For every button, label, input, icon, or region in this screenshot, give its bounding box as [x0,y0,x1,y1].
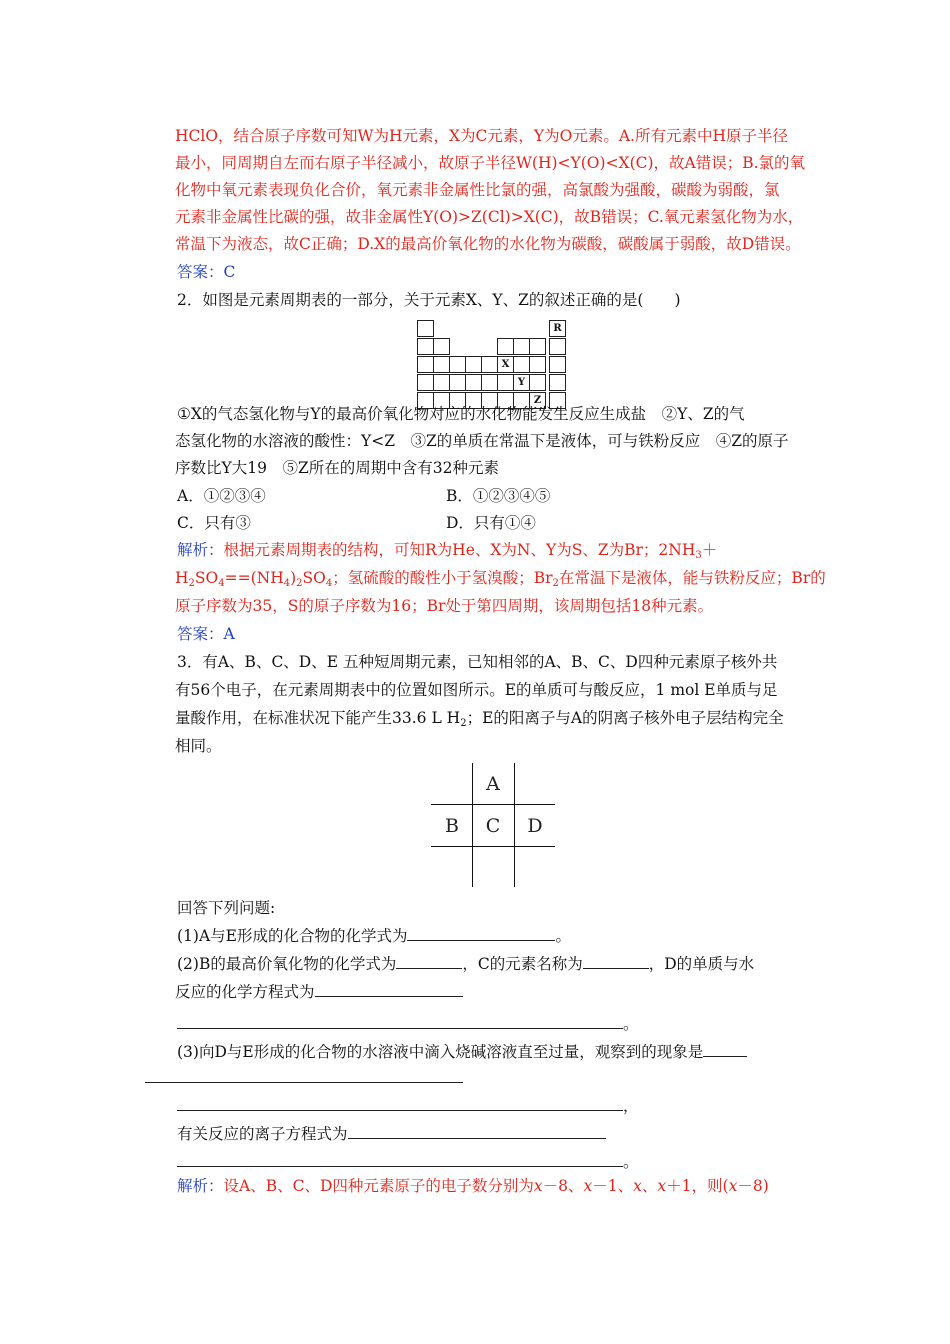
answer-blank[interactable] [703,1042,747,1057]
pt-cell-x: X [497,356,514,373]
grid-line [431,804,555,805]
q3-analysis-line-1: 解析：设A、B、C、D四种元素原子的电子数分别为x－8、x－1、x、x＋1，则(x－8) [177,1177,769,1195]
q2-stem: 2．如图是元素周期表的一部分，关于元素X、Y、Z的叙述正确的是( ) [177,291,681,309]
answer-blank[interactable] [177,1096,623,1111]
analysis-label: 解析： [177,541,224,559]
q3-part-1: (1)A与E形成的化合物的化学式为 。 [177,927,571,945]
pt-cell [433,338,450,355]
grid-line [472,763,473,887]
q3-part-3-cont [145,1068,463,1088]
q2-option-d: D．只有①④ [446,514,536,532]
element-b-label: B [445,815,459,837]
answer-blank[interactable] [583,954,649,969]
q3-part-3-ionic: 有关反应的离子方程式为 [177,1124,606,1144]
element-c-label: C [485,815,501,837]
pt-cell [417,338,434,355]
pt-cell [449,374,466,391]
pt-cell [465,374,482,391]
element-a-label: A [486,773,500,795]
pt-cell-z: Z [529,392,546,409]
pt-cell-y: Y [513,374,530,391]
periodic-table-fragment [417,320,567,406]
q2-option-c: C．只有③ [177,514,251,532]
q2-option-a: A．①②③④ [177,487,266,505]
answer-blank[interactable] [315,982,463,997]
q2-analysis-line-3: 原子序数为35，S的原子序数为16；Br处于第四周期，该周期包括18种元素。 [175,597,714,615]
answer-blank[interactable] [177,1014,623,1029]
q2-analysis-line-1: 解析：根据元素周期表的结构，可知R为He、X为N、Y为S、Z为Br；$2NH_3+$ [177,541,718,561]
pt-cell [513,356,530,373]
answer-blank[interactable] [177,1152,623,1167]
pt-cell [433,356,450,373]
pt-cell [481,356,498,373]
grid-line [431,846,555,847]
q3-stem-line-2: 有56个电子，在元素周期表中的位置如图所示。E的单质可与酸反应，1 mol E单质与足 [175,681,778,699]
pt-cell-r: R [549,320,566,337]
q3-stem-line-4: 相同。 [175,737,222,755]
pt-cell [465,356,482,373]
answer-blank[interactable] [407,926,555,941]
q3-part-2: (2)B的最高价氧化物的化学式为 ，C的元素名称为 ，D的单质与水 [177,955,755,973]
q3-stem-line-3: 量酸作用，在标准状况下能产生33.6 L $H_2$；E的阳离子与A的阴离子核外电子层结构完全 [175,709,784,729]
answer-blank[interactable] [396,954,462,969]
q3-part-2-cont: 反应的化学方程式为 [175,982,463,1002]
q1-answer: 答案：C [177,263,236,281]
element-d-label: D [527,815,543,837]
q1-analysis-line-1: HClO，结合原子序数可知W为H元素，X为C元素，Y为O元素。A.所有元素中H原子半径 [175,127,788,145]
q3-part-3-phenomenon: ， [177,1096,639,1116]
q1-analysis-line-3: 化物中氧元素表现负化合价，氧元素非金属性比氯的强，高氯酸为强酸，碳酸为弱酸，氯 [175,181,780,199]
pt-cell [417,320,434,337]
pt-cell [549,374,566,391]
analysis-label: 解析： [177,1177,224,1195]
pt-cell [497,374,514,391]
pt-cell [417,356,434,373]
q1-analysis-line-5: 常温下为液态，故C正确；D.X的最高价氧化物的水化物为碳酸，碳酸属于弱酸，故D错误。 [175,235,801,253]
pt-cell [497,338,514,355]
pt-cell [481,374,498,391]
pt-cell [449,356,466,373]
pt-cell [529,374,546,391]
q2-statement-line-2: 态氢化物的水溶液的酸性：Y<Z ③Z的单质在常温下是液体，可与铁粉反应 ④Z的原子 [175,432,789,450]
element-position-diagram [431,763,555,887]
answer-blank[interactable] [348,1124,606,1139]
pt-cell [417,374,434,391]
q3-part-2-equation: 。 [177,1014,639,1034]
q3-prompt: 回答下列问题: [177,899,276,917]
pt-cell [433,374,450,391]
pt-cell [513,338,530,355]
answer-blank[interactable] [145,1068,463,1083]
q3-part-3: (3)向D与E形成的化合物的水溶液中滴入烧碱溶液直至过量，观察到的现象是 [177,1042,747,1062]
q3-stem-line-1: 3．有A、B、C、D、E 五种短周期元素，已知相邻的A、B、C、D四种元素原子核外共 [177,653,778,671]
q2-statement-line-1: ①X的气态氢化物与Y的最高价氧化物对应的水化物能发生反应生成盐 ②Y、Z的气 [177,405,745,423]
q2-option-b: B．①②③④⑤ [446,487,551,505]
q2-answer: 答案：A [177,625,235,643]
q1-analysis-line-4: 元素非金属性比碳的强，故非金属性Y(O)>Z(Cl)>X(C)，故B错误；C.氧元素氢化物为水， [175,208,804,226]
q1-analysis-line-2: 最小，同周期自左而右原子半径减小，故原子半径W(H)<Y(O)<X(C)，故A错误；B.氯的氧 [175,154,806,172]
pt-cell [549,338,566,355]
grid-line [514,763,515,887]
pt-cell [549,356,566,373]
pt-cell [529,356,546,373]
q2-statement-line-3: 序数比Y大19 ⑤Z所在的周期中含有32种元素 [175,459,499,477]
q2-analysis-line-2: $H_2SO_4==(NH_4)_2SO_4$；氢硫酸的酸性小于氢溴酸；$Br_2$在常温下是液体，能与铁粉反应；Br的 [175,569,826,589]
q3-part-3-ionic-cont: 。 [177,1152,639,1172]
pt-cell [529,338,546,355]
